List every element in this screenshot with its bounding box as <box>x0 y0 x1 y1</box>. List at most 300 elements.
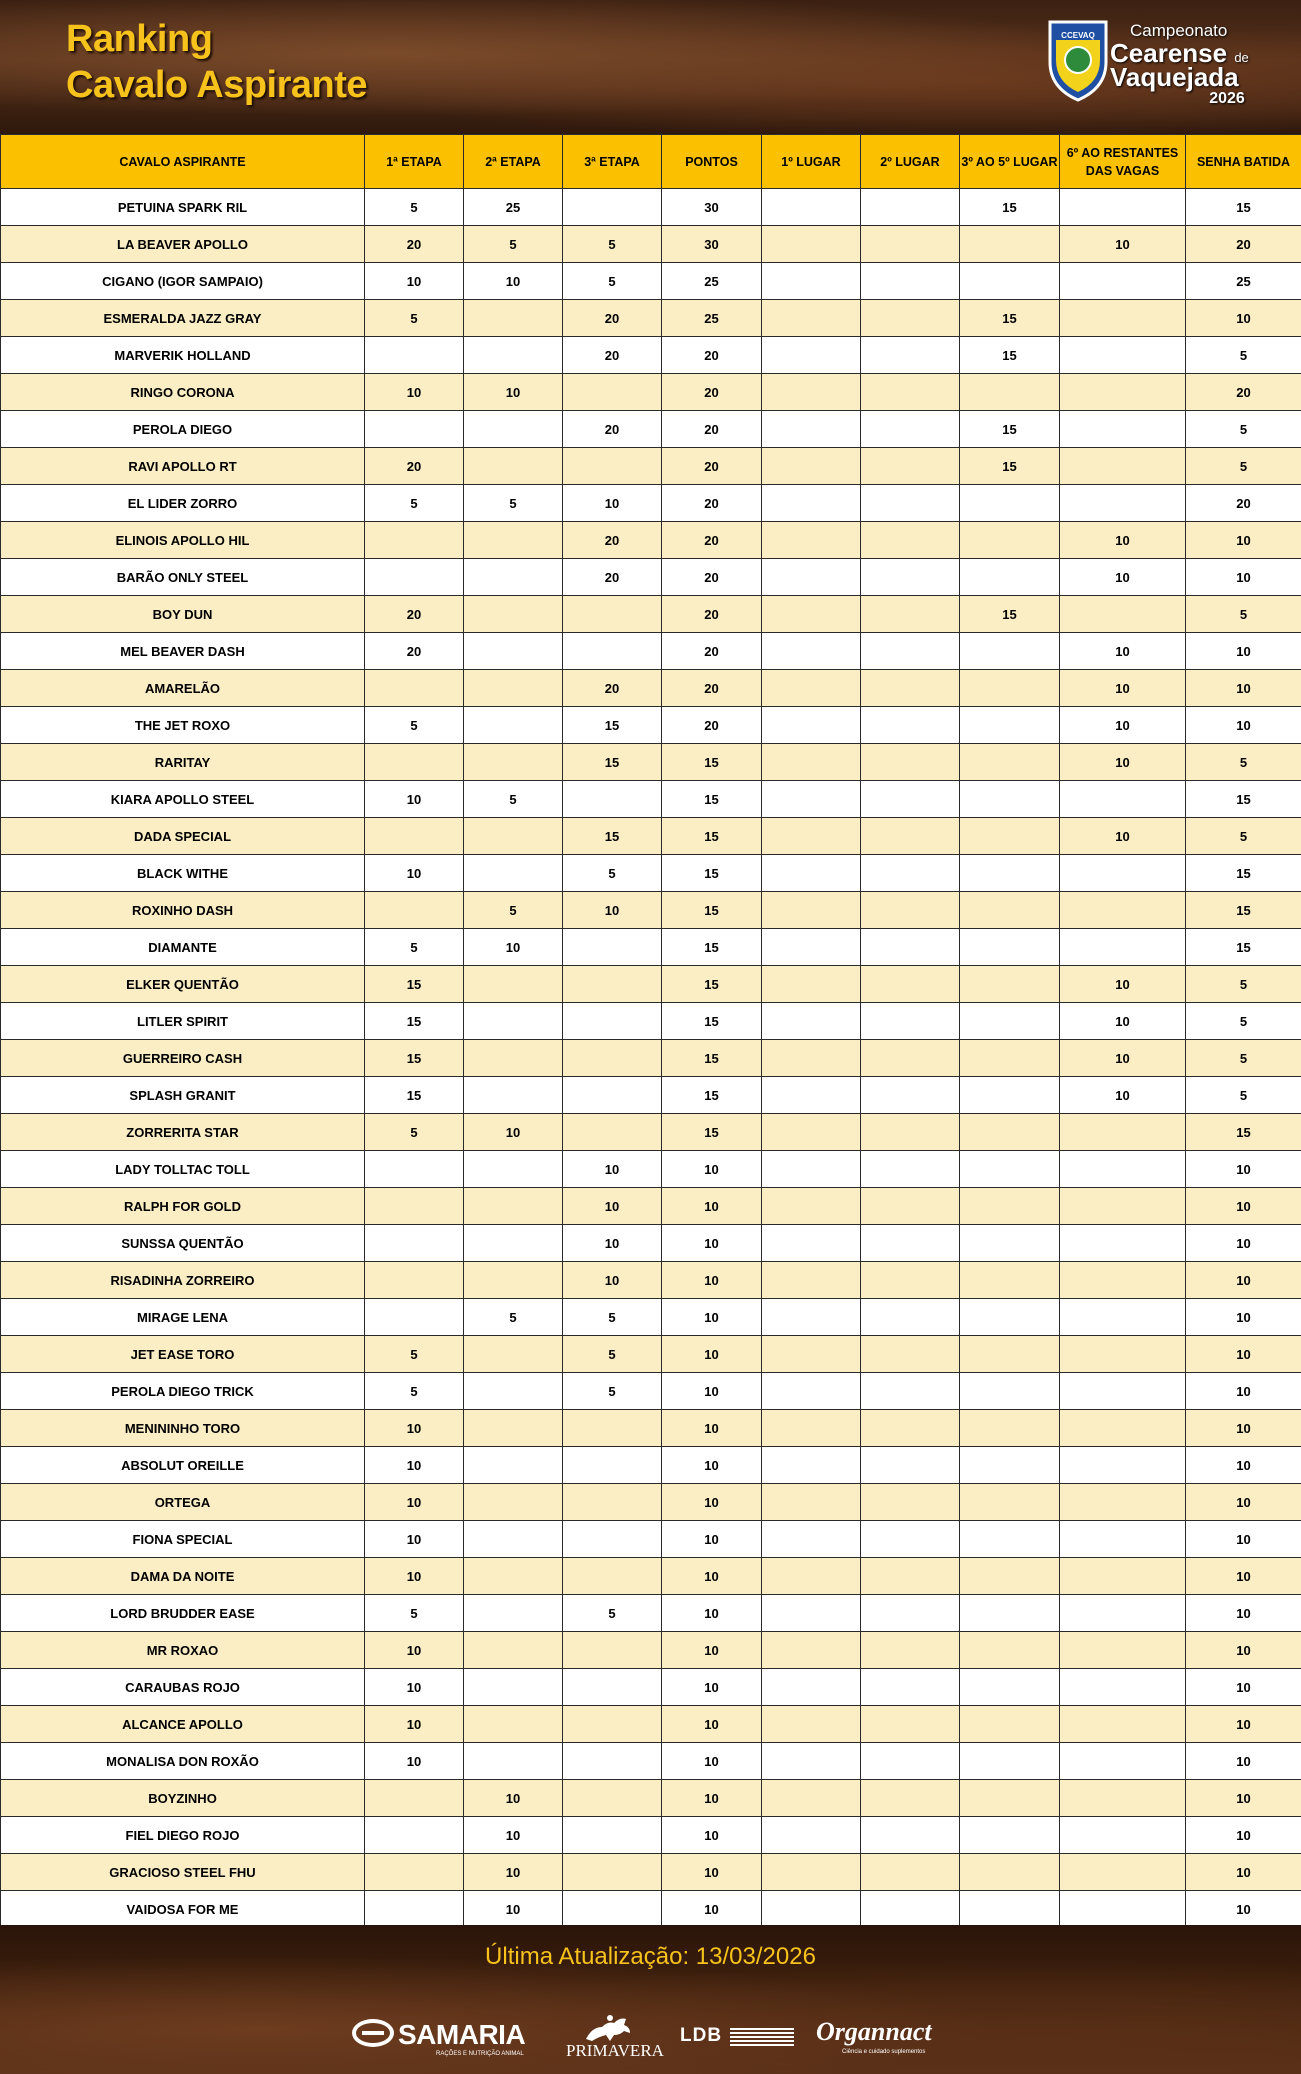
cell-stage2 <box>464 1410 563 1447</box>
cell-stage3 <box>563 596 662 633</box>
cell-senha-batida: 5 <box>1186 744 1301 781</box>
cell-stage2: 5 <box>464 1299 563 1336</box>
cell-senha-batida: 10 <box>1186 1521 1301 1558</box>
cell-second-place <box>861 1891 960 1928</box>
cell-first-place <box>762 337 861 374</box>
cell-stage3 <box>563 1410 662 1447</box>
cell-stage1: 10 <box>365 855 464 892</box>
table-row <box>1 226 1301 263</box>
cell-sixth-remaining: 10 <box>1060 1077 1186 1114</box>
cell-points: 15 <box>662 966 762 1003</box>
logo-year: 2026 <box>1209 90 1245 107</box>
cell-second-place <box>861 1299 960 1336</box>
last-update-text: Última Atualização: 13/03/2026 <box>485 1943 816 1970</box>
cell-horse-name: RISADINHA ZORREIRO <box>1 1262 365 1299</box>
cell-stage2: 5 <box>464 485 563 522</box>
cell-first-place <box>762 1780 861 1817</box>
cell-stage2 <box>464 1003 563 1040</box>
cell-sixth-remaining: 10 <box>1060 559 1186 596</box>
table-row <box>1 1558 1301 1595</box>
cell-sixth-remaining: 10 <box>1060 707 1186 744</box>
cell-stage2 <box>464 448 563 485</box>
cell-first-place <box>762 1299 861 1336</box>
cell-stage1: 5 <box>365 1595 464 1632</box>
cell-senha-batida: 15 <box>1186 892 1301 929</box>
cell-third-fifth-place <box>960 1891 1060 1928</box>
samaria-logo <box>352 2013 542 2063</box>
cell-sixth-remaining <box>1060 189 1186 226</box>
cell-sixth-remaining <box>1060 1484 1186 1521</box>
cell-horse-name: ORTEGA <box>1 1484 365 1521</box>
cell-senha-batida: 20 <box>1186 226 1301 263</box>
cell-stage3: 20 <box>563 522 662 559</box>
cell-first-place <box>762 781 861 818</box>
cell-senha-batida: 10 <box>1186 1854 1301 1891</box>
cell-second-place <box>861 1743 960 1780</box>
cell-sixth-remaining: 10 <box>1060 1003 1186 1040</box>
table-body <box>1 189 1301 1928</box>
cell-stage3 <box>563 1632 662 1669</box>
cell-stage2 <box>464 1040 563 1077</box>
cell-stage1 <box>365 522 464 559</box>
cell-points: 20 <box>662 596 762 633</box>
logo-text <box>1110 22 1249 107</box>
cell-senha-batida: 10 <box>1186 1299 1301 1336</box>
samaria-ring-icon <box>352 2019 394 2047</box>
cell-horse-name: ESMERALDA JAZZ GRAY <box>1 300 365 337</box>
cell-sixth-remaining <box>1060 1854 1186 1891</box>
cell-first-place <box>762 1484 861 1521</box>
cell-senha-batida: 10 <box>1186 1632 1301 1669</box>
cell-senha-batida: 10 <box>1186 1373 1301 1410</box>
cell-second-place <box>861 1003 960 1040</box>
table-row <box>1 855 1301 892</box>
cell-third-fifth-place <box>960 1706 1060 1743</box>
cell-senha-batida: 10 <box>1186 1188 1301 1225</box>
cell-first-place <box>762 1114 861 1151</box>
cell-senha-batida: 10 <box>1186 1780 1301 1817</box>
cell-stage3: 5 <box>563 1299 662 1336</box>
cell-stage3 <box>563 1743 662 1780</box>
cell-third-fifth-place <box>960 1743 1060 1780</box>
cell-horse-name: AMARELÃO <box>1 670 365 707</box>
cell-senha-batida: 10 <box>1186 707 1301 744</box>
cell-stage2 <box>464 1225 563 1262</box>
cell-points: 15 <box>662 818 762 855</box>
cell-points: 10 <box>662 1225 762 1262</box>
table-row <box>1 374 1301 411</box>
cell-horse-name: PETUINA SPARK RIL <box>1 189 365 226</box>
cell-first-place <box>762 1188 861 1225</box>
cell-stage3: 10 <box>563 1225 662 1262</box>
table-row <box>1 1780 1301 1817</box>
cell-stage2 <box>464 1706 563 1743</box>
col-header-second-place: 2º LUGAR <box>861 135 960 189</box>
cell-stage1: 10 <box>365 1410 464 1447</box>
cell-second-place <box>861 1077 960 1114</box>
logo-line2-text: Cearense <box>1110 38 1228 68</box>
cell-first-place <box>762 1891 861 1928</box>
cell-stage2 <box>464 670 563 707</box>
cell-stage2 <box>464 1151 563 1188</box>
cell-second-place <box>861 1373 960 1410</box>
cell-stage3: 10 <box>563 1262 662 1299</box>
cell-stage3: 10 <box>563 1188 662 1225</box>
cell-sixth-remaining <box>1060 1521 1186 1558</box>
cell-second-place <box>861 1521 960 1558</box>
cell-horse-name: ELKER QUENTÃO <box>1 966 365 1003</box>
cell-horse-name: KIARA APOLLO STEEL <box>1 781 365 818</box>
cell-horse-name: GUERREIRO CASH <box>1 1040 365 1077</box>
cell-first-place <box>762 300 861 337</box>
cell-sixth-remaining: 10 <box>1060 966 1186 1003</box>
cell-second-place <box>861 1484 960 1521</box>
cell-senha-batida: 15 <box>1186 189 1301 226</box>
cell-first-place <box>762 1706 861 1743</box>
cell-stage2 <box>464 1632 563 1669</box>
table-row <box>1 1188 1301 1225</box>
cell-senha-batida: 10 <box>1186 1225 1301 1262</box>
cell-senha-batida: 10 <box>1186 1595 1301 1632</box>
cell-points: 20 <box>662 337 762 374</box>
cell-stage3 <box>563 1854 662 1891</box>
cell-stage1 <box>365 1188 464 1225</box>
cell-first-place <box>762 1410 861 1447</box>
cell-senha-batida: 20 <box>1186 485 1301 522</box>
cell-stage1: 10 <box>365 1447 464 1484</box>
cell-stage2 <box>464 1077 563 1114</box>
cell-second-place <box>861 300 960 337</box>
cell-points: 25 <box>662 300 762 337</box>
table-row <box>1 448 1301 485</box>
cell-horse-name: RINGO CORONA <box>1 374 365 411</box>
cell-second-place <box>861 1706 960 1743</box>
col-header-stage2: 2ª ETAPA <box>464 135 563 189</box>
cell-third-fifth-place <box>960 892 1060 929</box>
cell-horse-name: DIAMANTE <box>1 929 365 966</box>
cell-first-place <box>762 485 861 522</box>
cell-stage1: 10 <box>365 781 464 818</box>
cell-third-fifth-place <box>960 744 1060 781</box>
cell-stage1 <box>365 1780 464 1817</box>
cell-second-place <box>861 263 960 300</box>
cell-sixth-remaining: 10 <box>1060 670 1186 707</box>
cell-third-fifth-place: 15 <box>960 448 1060 485</box>
cell-third-fifth-place <box>960 1262 1060 1299</box>
cell-senha-batida: 10 <box>1186 1669 1301 1706</box>
cell-horse-name: DAMA DA NOITE <box>1 1558 365 1595</box>
cell-sixth-remaining <box>1060 1225 1186 1262</box>
cell-third-fifth-place <box>960 374 1060 411</box>
cell-senha-batida: 25 <box>1186 263 1301 300</box>
cell-points: 20 <box>662 559 762 596</box>
cell-stage1: 10 <box>365 1669 464 1706</box>
table-row <box>1 707 1301 744</box>
cell-sixth-remaining <box>1060 1373 1186 1410</box>
page-title-line1: Ranking <box>66 18 213 60</box>
cell-first-place <box>762 1595 861 1632</box>
cell-horse-name: RALPH FOR GOLD <box>1 1188 365 1225</box>
cell-stage1: 5 <box>365 1373 464 1410</box>
cell-third-fifth-place: 15 <box>960 411 1060 448</box>
cell-sixth-remaining <box>1060 1669 1186 1706</box>
cell-third-fifth-place: 15 <box>960 337 1060 374</box>
cell-second-place <box>861 1410 960 1447</box>
cell-stage2 <box>464 300 563 337</box>
cell-sixth-remaining <box>1060 855 1186 892</box>
cell-stage3: 10 <box>563 485 662 522</box>
table-row <box>1 1225 1301 1262</box>
table-row <box>1 633 1301 670</box>
cell-horse-name: ROXINHO DASH <box>1 892 365 929</box>
cell-first-place <box>762 1040 861 1077</box>
cell-third-fifth-place <box>960 522 1060 559</box>
table-row <box>1 1336 1301 1373</box>
table-row <box>1 1854 1301 1891</box>
cell-first-place <box>762 374 861 411</box>
cell-third-fifth-place <box>960 226 1060 263</box>
col-header-stage1: 1ª ETAPA <box>365 135 464 189</box>
table-row <box>1 744 1301 781</box>
cell-second-place <box>861 707 960 744</box>
table-row <box>1 1151 1301 1188</box>
cell-horse-name: ABSOLUT OREILLE <box>1 1447 365 1484</box>
table-row <box>1 1077 1301 1114</box>
cell-points: 20 <box>662 448 762 485</box>
cell-senha-batida: 10 <box>1186 1262 1301 1299</box>
cell-stage3 <box>563 1040 662 1077</box>
cell-sixth-remaining <box>1060 1336 1186 1373</box>
cell-third-fifth-place <box>960 1077 1060 1114</box>
cell-third-fifth-place <box>960 559 1060 596</box>
cell-third-fifth-place <box>960 1003 1060 1040</box>
cell-points: 15 <box>662 1003 762 1040</box>
cell-stage1 <box>365 337 464 374</box>
cell-stage1 <box>365 559 464 596</box>
cell-stage3 <box>563 1817 662 1854</box>
cell-third-fifth-place <box>960 1299 1060 1336</box>
cell-stage1: 20 <box>365 633 464 670</box>
table-row <box>1 411 1301 448</box>
cell-first-place <box>762 707 861 744</box>
cell-stage3: 10 <box>563 1151 662 1188</box>
cell-horse-name: MONALISA DON ROXÃO <box>1 1743 365 1780</box>
table-row <box>1 485 1301 522</box>
cell-first-place <box>762 226 861 263</box>
cell-stage1: 20 <box>365 596 464 633</box>
cell-senha-batida: 10 <box>1186 1447 1301 1484</box>
cell-stage3 <box>563 633 662 670</box>
cell-senha-batida: 5 <box>1186 411 1301 448</box>
cell-horse-name: BOY DUN <box>1 596 365 633</box>
cell-second-place <box>861 374 960 411</box>
cell-second-place <box>861 1262 960 1299</box>
cell-stage3 <box>563 1447 662 1484</box>
cell-third-fifth-place: 15 <box>960 596 1060 633</box>
cell-stage3: 5 <box>563 1595 662 1632</box>
cell-stage2: 10 <box>464 929 563 966</box>
cell-stage2 <box>464 1743 563 1780</box>
cell-stage2 <box>464 966 563 1003</box>
cell-third-fifth-place <box>960 1410 1060 1447</box>
cell-stage3 <box>563 1114 662 1151</box>
cell-stage1 <box>365 744 464 781</box>
cell-points: 10 <box>662 1891 762 1928</box>
cell-stage3: 5 <box>563 1336 662 1373</box>
cell-third-fifth-place <box>960 929 1060 966</box>
cell-senha-batida: 10 <box>1186 1558 1301 1595</box>
page-title-line2: Cavalo Aspirante <box>66 64 368 106</box>
cell-third-fifth-place <box>960 1632 1060 1669</box>
cell-stage2 <box>464 1484 563 1521</box>
cell-third-fifth-place <box>960 1669 1060 1706</box>
table-row <box>1 1706 1301 1743</box>
header-banner <box>0 0 1301 134</box>
cell-points: 10 <box>662 1521 762 1558</box>
cell-points: 10 <box>662 1595 762 1632</box>
cell-third-fifth-place <box>960 1188 1060 1225</box>
cell-horse-name: FIEL DIEGO ROJO <box>1 1817 365 1854</box>
cell-sixth-remaining <box>1060 485 1186 522</box>
cell-third-fifth-place <box>960 633 1060 670</box>
cell-stage3 <box>563 1003 662 1040</box>
cell-second-place <box>861 1447 960 1484</box>
cell-second-place <box>861 1854 960 1891</box>
cell-sixth-remaining: 10 <box>1060 522 1186 559</box>
cell-first-place <box>762 411 861 448</box>
cell-sixth-remaining <box>1060 263 1186 300</box>
cell-horse-name: BARÃO ONLY STEEL <box>1 559 365 596</box>
cell-horse-name: MARVERIK HOLLAND <box>1 337 365 374</box>
cell-senha-batida: 10 <box>1186 1484 1301 1521</box>
cell-sixth-remaining <box>1060 1706 1186 1743</box>
cell-senha-batida: 5 <box>1186 448 1301 485</box>
cell-points: 10 <box>662 1817 762 1854</box>
cell-stage1: 10 <box>365 263 464 300</box>
table-row <box>1 1743 1301 1780</box>
cell-first-place <box>762 1669 861 1706</box>
cell-points: 10 <box>662 1151 762 1188</box>
cell-second-place <box>861 744 960 781</box>
cell-senha-batida: 5 <box>1186 1003 1301 1040</box>
cell-stage2 <box>464 337 563 374</box>
cell-stage2: 5 <box>464 892 563 929</box>
cell-senha-batida: 10 <box>1186 522 1301 559</box>
cell-stage3: 15 <box>563 707 662 744</box>
col-header-senha-batida: SENHA BATIDA <box>1186 135 1301 189</box>
table-row <box>1 929 1301 966</box>
cell-stage1 <box>365 1225 464 1262</box>
cell-sixth-remaining: 10 <box>1060 744 1186 781</box>
cell-horse-name: BLACK WITHE <box>1 855 365 892</box>
cell-stage3: 5 <box>563 263 662 300</box>
cell-senha-batida: 5 <box>1186 337 1301 374</box>
cell-points: 15 <box>662 1114 762 1151</box>
cell-stage1 <box>365 1817 464 1854</box>
cell-points: 25 <box>662 263 762 300</box>
table-row <box>1 1114 1301 1151</box>
cell-points: 15 <box>662 929 762 966</box>
cell-stage1: 5 <box>365 189 464 226</box>
cell-stage1: 10 <box>365 1521 464 1558</box>
cell-sixth-remaining <box>1060 929 1186 966</box>
cell-stage3 <box>563 1669 662 1706</box>
cell-stage1: 20 <box>365 448 464 485</box>
cell-second-place <box>861 1817 960 1854</box>
cell-points: 20 <box>662 707 762 744</box>
cell-stage1 <box>365 818 464 855</box>
cell-points: 20 <box>662 670 762 707</box>
cell-senha-batida: 15 <box>1186 781 1301 818</box>
cell-stage1 <box>365 1891 464 1928</box>
cell-points: 30 <box>662 226 762 263</box>
cell-points: 10 <box>662 1484 762 1521</box>
cell-stage2 <box>464 855 563 892</box>
cell-first-place <box>762 818 861 855</box>
cell-points: 10 <box>662 1558 762 1595</box>
cell-stage2: 5 <box>464 226 563 263</box>
championship-logo <box>1046 14 1271 114</box>
cell-horse-name: LA BEAVER APOLLO <box>1 226 365 263</box>
cell-stage1: 15 <box>365 966 464 1003</box>
table-row <box>1 189 1301 226</box>
cell-second-place <box>861 485 960 522</box>
cell-stage1 <box>365 1262 464 1299</box>
cell-stage3: 5 <box>563 855 662 892</box>
cell-stage2 <box>464 818 563 855</box>
cell-second-place <box>861 189 960 226</box>
cell-first-place <box>762 1225 861 1262</box>
cell-third-fifth-place <box>960 1447 1060 1484</box>
ldb-lines-icon <box>730 2028 794 2048</box>
cell-horse-name: FIONA SPECIAL <box>1 1521 365 1558</box>
cell-stage2 <box>464 1447 563 1484</box>
cell-senha-batida: 10 <box>1186 1151 1301 1188</box>
cell-senha-batida: 10 <box>1186 1817 1301 1854</box>
table-row <box>1 1669 1301 1706</box>
cell-points: 10 <box>662 1669 762 1706</box>
cell-senha-batida: 5 <box>1186 1077 1301 1114</box>
cell-sixth-remaining <box>1060 1114 1186 1151</box>
table-row <box>1 263 1301 300</box>
table-row <box>1 1632 1301 1669</box>
cell-stage3 <box>563 1780 662 1817</box>
cell-second-place <box>861 929 960 966</box>
cell-stage2 <box>464 1521 563 1558</box>
cell-second-place <box>861 226 960 263</box>
cell-sixth-remaining <box>1060 1891 1186 1928</box>
cell-horse-name: THE JET ROXO <box>1 707 365 744</box>
cell-stage2 <box>464 1336 563 1373</box>
cell-second-place <box>861 1188 960 1225</box>
cell-horse-name: MIRAGE LENA <box>1 1299 365 1336</box>
cell-senha-batida: 10 <box>1186 1410 1301 1447</box>
cell-stage2: 10 <box>464 374 563 411</box>
table-row <box>1 596 1301 633</box>
cell-third-fifth-place <box>960 670 1060 707</box>
col-header-points: PONTOS <box>662 135 762 189</box>
cell-stage3: 5 <box>563 226 662 263</box>
cell-stage1: 15 <box>365 1003 464 1040</box>
cell-first-place <box>762 596 861 633</box>
cell-stage2 <box>464 1188 563 1225</box>
cell-sixth-remaining <box>1060 1188 1186 1225</box>
cell-third-fifth-place <box>960 818 1060 855</box>
cell-stage3 <box>563 1077 662 1114</box>
cell-second-place <box>861 411 960 448</box>
cell-stage2: 10 <box>464 1854 563 1891</box>
cell-sixth-remaining <box>1060 411 1186 448</box>
